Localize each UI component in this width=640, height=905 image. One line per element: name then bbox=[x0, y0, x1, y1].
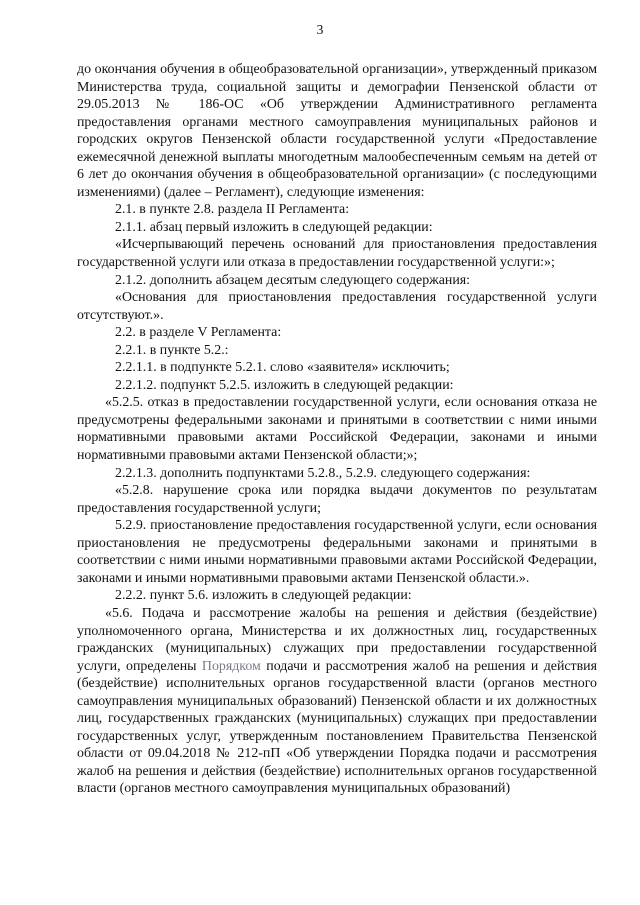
paragraph-2-2-1-2: 2.2.1.2. подпункт 5.2.5. изложить в следующей редакции: bbox=[115, 377, 454, 393]
paragraph-quote-grounds: «Основания для приостановления предоставления государственной услуги отсутствуют.». bbox=[77, 290, 597, 323]
paragraph-5-6-text-before: «5.6. Подача и рассмотрение жалобы на решения и действия (бездействие) уполномоченного органа, Министерства и их должностных лиц, государственных гражданских (муниципальных) служащих при предоставлении государственной услуги, определены bbox=[77, 605, 597, 674]
paragraph-5-2-5: «5.2.5. отказ в предоставлении государственной услуги, если основания отказа не предусмотрены федеральными законами и принятыми в соответствии с ними иными нормативными правовыми актами Российской Федерации, законами и иными нормативными правовыми актами Пензенской области;»; bbox=[77, 395, 597, 464]
paragraph-2-2-1: 2.2.1. в пункте 5.2.: bbox=[115, 342, 229, 358]
document-body bbox=[77, 61, 597, 798]
paragraph-2-1-1: 2.1.1. абзац первый изложить в следующей редакции: bbox=[115, 219, 433, 235]
paragraph-2-2-1-3: 2.2.1.3. дополнить подпунктами 5.2.8., 5.2.9. следующего содержания: bbox=[115, 465, 531, 481]
paragraph-2-2: 2.2. в разделе V Регламента: bbox=[115, 325, 282, 341]
paragraph-2-1: 2.1. в пункте 2.8. раздела II Регламента: bbox=[115, 202, 350, 218]
paragraph-2-1-2: 2.1.2. дополнить абзацем десятым следующего содержания: bbox=[115, 272, 471, 288]
paragraph-2-2-2: 2.2.2. пункт 5.6. изложить в следующей редакции: bbox=[115, 588, 412, 604]
paragraph-2-2-1-1: 2.2.1.1. в подпункте 5.2.1. слово «заявителя» исключить; bbox=[115, 360, 450, 376]
paragraph-5-2-9: 5.2.9. приостановление предоставления государственной услуги, если основания приостановления не предусмотрены федеральными законами и принятыми в соответствии с ними иными нормативными правовыми актами Российской Федерации, законами и иными нормативными правовыми актами Пензенской области.». bbox=[77, 518, 597, 586]
page-number: 3 bbox=[316, 22, 324, 37]
paragraph-5-2-8: «5.2.8. нарушение срока или порядка выдачи документов по результатам предоставления государственной услуги; bbox=[77, 483, 597, 516]
paragraph-5-6-text-after: подачи и рассмотрения жалоб на решения и действия (бездействие) исполнительных органов государственной власти (органов местного самоуправления муниципальных образований) Пензенской области и их должностных лиц, государственных гражданских (муниципальных) служащих при предоставлении государственных услуг, утвержденным постановлением Правительства Пензенской области от 09.04.2018 № 212-пП «Об утверждении Порядка подачи и рассмотрения жалоб на решения и действия (бездействие) исполнительных органов государственной власти (органов местного самоуправления муниципальных образований) bbox=[77, 658, 597, 797]
paragraph-5-6 bbox=[77, 605, 597, 798]
paragraph-intro: до окончания обучения в общеобразовательной организации», утвержденный приказом Министерства труда, социальной защиты и демографии Пензенской области от 29.05.2013 № 186-ОС «Об утверждении Административного регламента предоставления органами местного самоуправления муниципальных районов и городских округов Пензенской области государственной услуги «Предоставление ежемесячной денежной выплаты многодетным малообеспеченным семьям на детей от 6 лет до окончания обучения в общеобразовательной организации» (с последующими изменениями) (далее – Регламент), следующие изменения: bbox=[77, 62, 597, 200]
paragraph-quote-exhaustive: «Исчерпывающий перечень оснований для приостановления предоставления государственной услуги или отказа в предоставлении государственной услуги:»; bbox=[77, 237, 597, 271]
procedure-link[interactable]: Порядком bbox=[201, 658, 261, 674]
